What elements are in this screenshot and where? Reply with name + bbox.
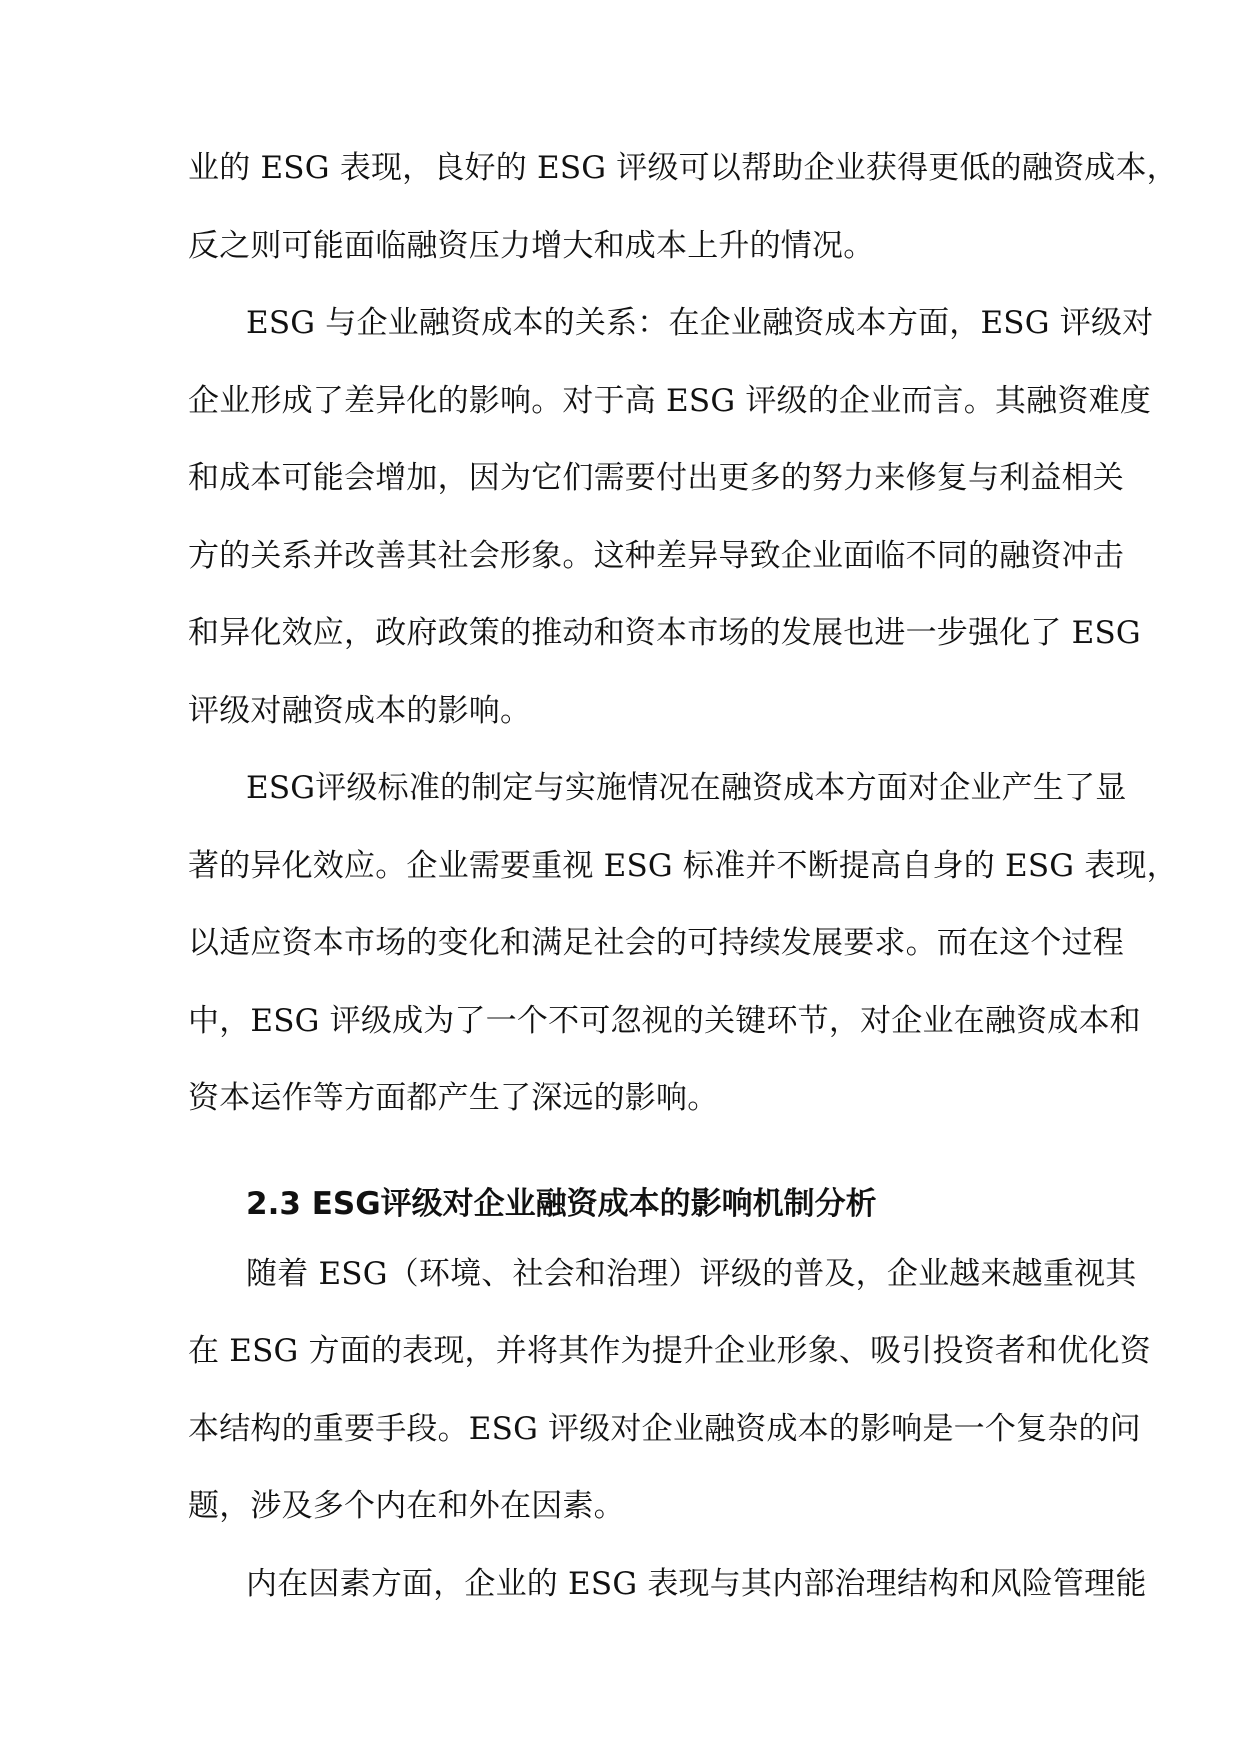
paragraph-line: 在 ESG 方面的表现，并将其作为提升企业形象、吸引投资者和优化资 <box>188 1333 1151 1369</box>
paragraph-line: 内在因素方面，企业的 ESG 表现与其内部治理结构和风险管理能 <box>246 1565 1147 1602</box>
paragraph-line: 题，涉及多个内在和外在因素。 <box>188 1488 625 1524</box>
paragraph-line: 方的关系并改善其社会形象。这种差异导致企业面临不同的融资冲击 <box>188 537 1124 574</box>
spacer <box>188 1156 1050 1184</box>
paragraph-line: ESG 与企业融资成本的关系：在企业融资成本方面，ESG 评级对 <box>246 305 1154 341</box>
paragraph-line: 业的 ESG 表现，良好的 ESG 评级可以帮助企业获得更低的融资成本， <box>188 150 1178 186</box>
section-heading: 2.3 ESG评级对企业融资成本的影响机制分析 <box>246 1185 877 1222</box>
paragraph-line: 企业形成了差异化的影响。对于高 ESG 评级的企业而言。其融资难度 <box>188 382 1151 419</box>
paragraph-line: 中，ESG 评级成为了一个不可忽视的关键环节，对企业在融资成本和 <box>188 1002 1141 1039</box>
document-page <box>188 148 1178 1641</box>
paragraph-line: ESG评级标准的制定与实施情况在融资成本方面对企业产生了显 <box>246 770 1127 806</box>
paragraph-line: 反之则可能面临融资压力增大和成本上升的情况。 <box>188 227 875 264</box>
paragraph-line: 著的异化效应。企业需要重视 ESG 标准并不断提高自身的 ESG 表现， <box>188 847 1178 884</box>
paragraph-line: 本结构的重要手段。ESG 评级对企业融资成本的影响是一个复杂的问 <box>188 1410 1141 1447</box>
paragraph-line: 以适应资本市场的变化和满足社会的可持续发展要求。而在这个过程 <box>188 925 1124 961</box>
paragraph-line: 和异化效应，政府政策的推动和资本市场的发展也进一步强化了 ESG <box>188 615 1141 651</box>
paragraph-line: 资本运作等方面都产生了深远的影响。 <box>188 1080 719 1116</box>
paragraph-line: 评级对融资成本的影响。 <box>188 692 532 729</box>
paragraph-line: 和成本可能会增加，因为它们需要付出更多的努力来修复与利益相关 <box>188 460 1124 496</box>
paragraph-line: 随着 ESG（环境、社会和治理）评级的普及，企业越来越重视其 <box>246 1255 1137 1292</box>
